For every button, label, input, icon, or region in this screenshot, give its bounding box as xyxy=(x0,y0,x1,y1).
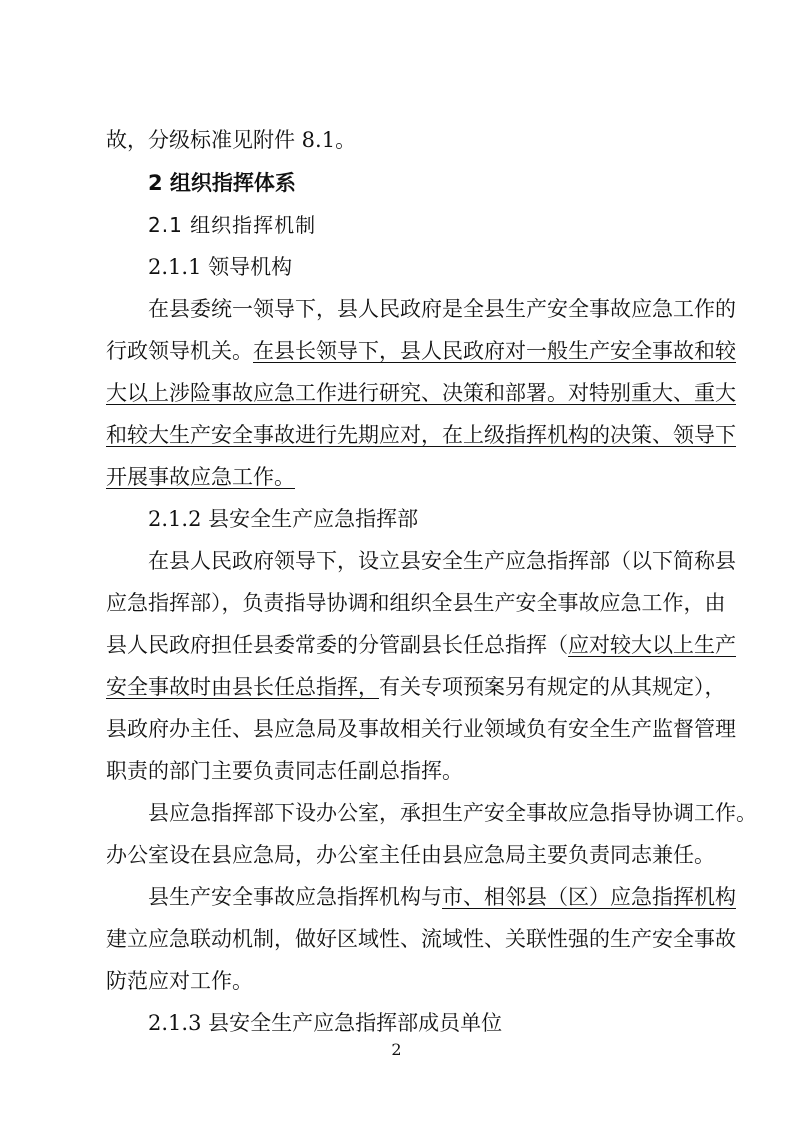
text-line xyxy=(106,630,736,660)
text-span: 县生产安全事故应急指挥机构与 xyxy=(148,885,442,909)
heading-2-1-3: 2.1.3 县安全生产应急指挥部成员单位 xyxy=(148,1011,503,1035)
text-span: 行政领导机关。 xyxy=(106,339,253,363)
text-line: 故，分级标准见附件 8.1。 xyxy=(106,128,357,152)
text-line: 职责的部门主要负责同志任副总指挥。 xyxy=(106,759,463,783)
text-span: 有关专项预案另有规定的从其规定）， xyxy=(379,675,726,699)
text-line: 应急指挥部），负责指导协调和组织全县生产安全事故应急工作，由 xyxy=(106,591,726,615)
text-line xyxy=(148,882,748,912)
text-line: 建立应急联动机制，做好区域性、流域性、关联性强的生产安全事故 xyxy=(106,927,736,951)
underlined-text: 应对较大以上生产 xyxy=(568,633,736,657)
text-line: 县应急指挥部下设办公室，承担生产安全事故应急指导协调工作。 xyxy=(148,801,757,825)
text-line: 在县人民政府领导下，设立县安全生产应急指挥部（以下简称县 xyxy=(148,549,736,573)
underlined-text: 安全事故时由县长任总指挥， xyxy=(106,675,379,699)
text-span: 县人民政府担任县委常委的分管副县长任总指挥（ xyxy=(106,633,568,657)
text-line: 防范应对工作。 xyxy=(106,969,253,993)
page-number: 2 xyxy=(391,1040,402,1059)
underlined-text: 和较大生产安全事故进行先期应对，在上级指挥机构的决策、领导下 xyxy=(106,423,736,447)
text-line xyxy=(106,672,726,702)
text-line: 办公室设在县应急局，办公室主任由县应急局主要负责同志兼任。 xyxy=(106,843,715,867)
text-line: 县政府办主任、县应急局及事故相关行业领域负有安全生产监督管理 xyxy=(106,717,736,741)
underlined-text: 开展事故应急工作。 xyxy=(106,465,295,489)
heading-2: 2 组织指挥体系 xyxy=(148,171,296,195)
text-line xyxy=(106,336,736,366)
text-line: 在县委统一领导下，县人民政府是全县生产安全事故应急工作的 xyxy=(148,297,736,321)
underlined-text: 在县长领导下，县人民政府对一般生产安全事故和较 xyxy=(253,339,736,363)
underlined-text: 大以上涉险事故应急工作进行研究、决策和部署。对特别重大、重大 xyxy=(106,381,736,405)
heading-2-1-2: 2.1.2 县安全生产应急指挥部 xyxy=(148,507,419,531)
heading-2-1-1: 2.1.1 领导机构 xyxy=(148,255,293,279)
underlined-text: 市、相邻县（区）应急指挥机构 xyxy=(442,885,736,909)
heading-2-1: 2.1 组织指挥机制 xyxy=(148,213,317,237)
